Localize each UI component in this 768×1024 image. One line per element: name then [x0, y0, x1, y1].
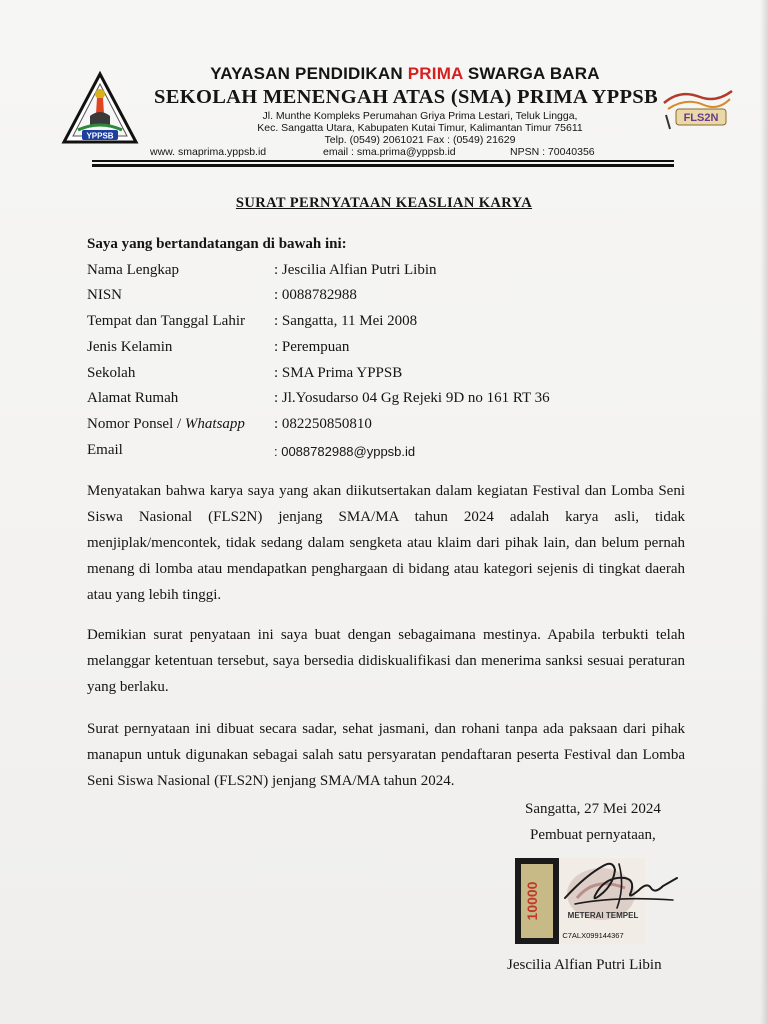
field-value: : 0088782988@yppsb.id [274, 444, 416, 459]
field-label: Email [87, 442, 123, 458]
field-value: : Jescilia Alfian Putri Libin [274, 262, 437, 278]
foundation-name [150, 64, 660, 84]
school-npsn: NPSN : 70040356 [510, 146, 595, 158]
field-value: : SMA Prima YPPSB [274, 365, 403, 381]
field-value: : Sangatta, 11 Mei 2008 [274, 313, 418, 329]
place-date: Sangatta, 27 Mei 2024 [525, 801, 661, 817]
field-label: Alamat Rumah [87, 390, 179, 406]
school-email: email : sma.prima@yppsb.id [323, 146, 456, 158]
logo-right-text: FLS2N [683, 112, 719, 124]
document-title: SURAT PERNYATAAN KEASLIAN KARYA [235, 195, 533, 211]
field-label-italic: Whatsapp [184, 416, 245, 432]
handwritten-signature [555, 856, 685, 916]
consent-paragraph: Surat pernyataan ini dibuat secara sadar, sehat jasmani, dan rohani tanpa ada paksaan dari pihak manapun untuk digunakan sebagai salah satu persyaratan pendaftaran peserta Festival dan Lomba Seni Siswa Nasional (FLS2N) jenjang SMA/MA tahun 2024. [87, 721, 685, 789]
address-line-2: Kec. Sangatta Utara, Kabupaten Kutai Timur, Kalimantan Timur 75611 [257, 122, 583, 134]
maker-label: Pembuat pernyataan, [530, 827, 656, 843]
stamp-text: METERAI TEMPEL [567, 911, 639, 920]
statement-paragraph: Menyatakan bahwa karya saya yang akan diikutsertakan dalam kegiatan Festival dan Lomba Seni Siswa Nasional (FLS2N) jenjang SMA/MA tahun 2024 adalah karya asli, tidak menjiplak/mencontek, tidak sedang dalam sengketa atau klaim dari pihak lain, dan belum pernah menang di lomba atau mendapatkan penghargaan di bidang atau kategori sejenis di tingkat daerah atau yang lebih tinggi. [87, 483, 685, 603]
field-value: : 082250850810 [274, 416, 372, 432]
field-label: Sekolah [87, 365, 136, 381]
field-label: Tempat dan Tanggal Lahir [87, 313, 245, 329]
school-website: www. smaprima.yppsb.id [150, 146, 267, 158]
intro-text: Saya yang bertandatangan di bawah ini: [87, 236, 347, 252]
yppsb-logo [60, 70, 140, 150]
field-label [87, 416, 245, 433]
page-edge-shadow [760, 0, 768, 1024]
field-label: Nama Lengkap [87, 262, 180, 278]
address-line-1: Jl. Munthe Kompleks Perumahan Griya Prima Lestari, Teluk Lingga, [262, 110, 578, 122]
foundation-name-pre: YAYASAN PENDIDIKAN [210, 64, 408, 83]
letterhead-rule-thin [92, 160, 674, 162]
fls2n-logo [660, 85, 736, 133]
field-value: : Jl.Yosudarso 04 Gg Rejeki 9D no 161 RT 36 [274, 390, 550, 406]
signer-name: Jescilia Alfian Putri Libin [507, 957, 662, 973]
letterhead-rule-thick [92, 164, 674, 167]
field-label-text: Nomor Ponsel / [87, 416, 185, 432]
field-value: : 0088782988 [274, 287, 357, 303]
school-name: SEKOLAH MENENGAH ATAS (SMA) PRIMA YPPSB [154, 86, 658, 108]
field-label: Jenis Kelamin [87, 339, 173, 355]
phone-line: Telp. (0549) 2061021 Fax : (0549) 21629 [324, 134, 516, 146]
field-label: NISN [87, 287, 123, 303]
foundation-name-accent: PRIMA [407, 64, 463, 83]
field-value: : Perempuan [274, 339, 350, 355]
stamp-value: 10000 [524, 881, 540, 921]
foundation-name-post: SWARGA BARA [462, 64, 600, 83]
closing-paragraph: Demikian surat penyataan ini saya buat dengan sebagaimana mestinya. Apabila terbukti telah melanggar ketentuan tersebut, saya bersedia didiskualifikasi dan menerima sanksi sesuai peraturan yang berlaku. [87, 627, 685, 695]
stamp-serial: C7ALX099144367 [562, 931, 624, 940]
logo-left-text: YPPSB [86, 131, 114, 141]
